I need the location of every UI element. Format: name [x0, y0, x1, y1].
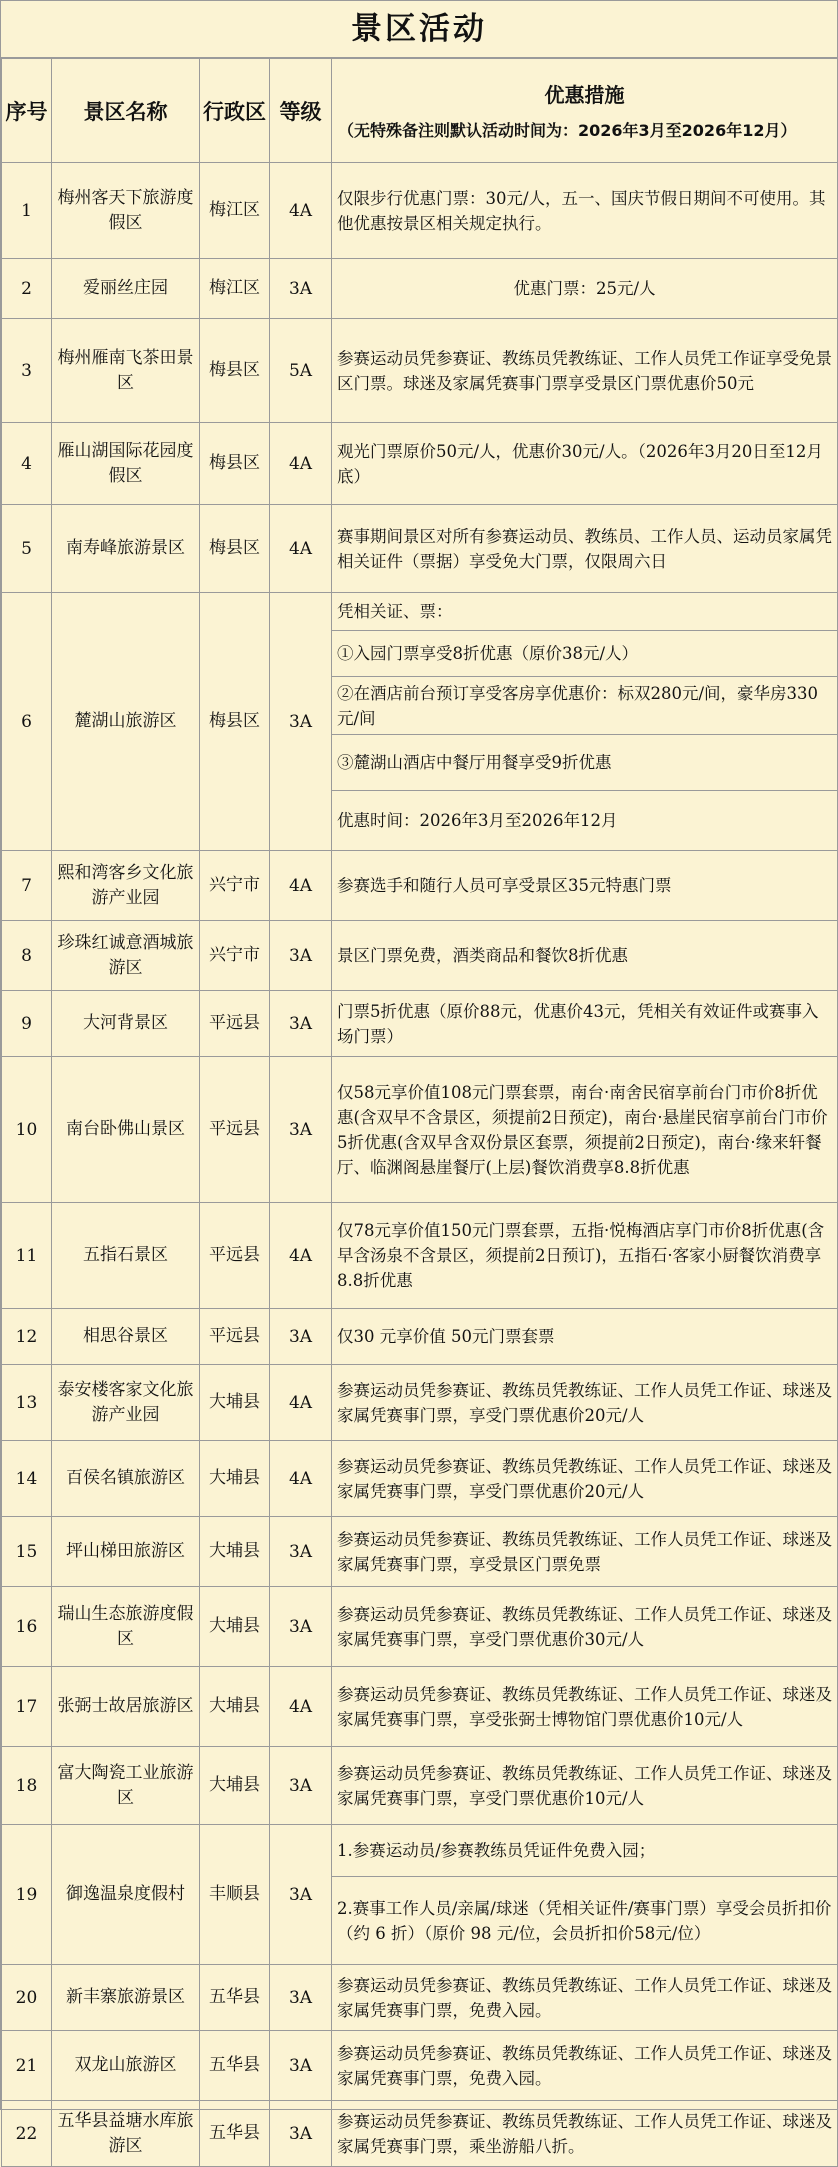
table-row [2, 259, 838, 319]
grade-badge: 3A [270, 259, 332, 319]
benefit-sub-item: 优惠时间：2026年3月至2026年12月 [332, 791, 838, 851]
grade-badge: 3A [270, 1309, 332, 1365]
benefit-text: 参赛运动员凭参赛证、教练员凭教练证、工作人员凭工作证、球迷及家属凭赛事门票，享受门票优惠价30元/人 [332, 1587, 838, 1667]
district: 平远县 [200, 1203, 270, 1309]
scenic-area-name: 新丰寨旅游景区 [52, 1965, 200, 2031]
scenic-area-name: 双龙山旅游区 [52, 2031, 200, 2101]
scenic-area-name: 爱丽丝庄园 [52, 259, 200, 319]
row-number: 3 [2, 319, 52, 423]
benefit-sub-item: 1.参赛运动员/参赛教练员凭证件免费入园； [332, 1825, 838, 1877]
table-row [2, 2031, 838, 2101]
grade-badge: 4A [270, 1667, 332, 1747]
row-number: 7 [2, 851, 52, 921]
activity-table [1, 58, 838, 2167]
table-row [2, 505, 838, 593]
row-number: 22 [2, 2101, 52, 2167]
benefit-text: 仅78元享价值150元门票套票，五指·悦梅酒店享门市价8折优惠(含早含汤泉不含景区，须提前2日预订)，五指石·客家小厨餐饮消费享8.8折优惠 [332, 1203, 838, 1309]
benefit-text: 赛事期间景区对所有参赛运动员、教练员、工作人员、运动员家属凭相关证件（票据）享受免大门票，仅限周六日 [332, 505, 838, 593]
scenic-area-name: 富大陶瓷工业旅游区 [52, 1747, 200, 1825]
benefit-text: 景区门票免费，酒类商品和餐饮8折优惠 [332, 921, 838, 991]
benefit-text: 参赛运动员凭参赛证、教练员凭教练证、工作人员凭工作证、球迷及家属凭赛事门票，免费入园。 [332, 2031, 838, 2101]
district: 丰顺县 [200, 1825, 270, 1965]
grade-badge: 4A [270, 163, 332, 259]
district: 梅县区 [200, 423, 270, 505]
benefit-sub-item: ②在酒店前台预订享受客房享优惠价：标双280元/间，豪华房330元/间 [332, 677, 838, 735]
grade-badge: 4A [270, 1441, 332, 1517]
scenic-area-name: 南台卧佛山景区 [52, 1057, 200, 1203]
benefit-text: 参赛运动员凭参赛证、教练员凭教练证、工作人员凭工作证、球迷及家属凭赛事门票，享受门票优惠价20元/人 [332, 1441, 838, 1517]
benefit-sub-item: 2.赛事工作人员/亲属/球迷（凭相关证件/赛事门票）享受会员折扣价（约 6 折）（原价 98 元/位，会员折扣价58元/位） [332, 1877, 838, 1965]
table-row [2, 2101, 838, 2167]
benefit-text: 参赛运动员凭参赛证、教练员凭教练证、工作人员凭工作证享受免景区门票。球迷及家属凭赛事门票享受景区门票优惠价50元 [332, 319, 838, 423]
grade-badge: 5A [270, 319, 332, 423]
col-header-no: 序号 [2, 59, 52, 163]
grade-badge: 4A [270, 1365, 332, 1441]
district: 大埔县 [200, 1365, 270, 1441]
scenic-area-name: 百侯名镇旅游区 [52, 1441, 200, 1517]
row-number: 6 [2, 593, 52, 851]
district: 平远县 [200, 1309, 270, 1365]
scenic-area-name: 梅州雁南飞茶田景区 [52, 319, 200, 423]
benefit-text: 参赛运动员凭参赛证、教练员凭教练证、工作人员凭工作证、球迷及家属凭赛事门票，享受景区门票免票 [332, 1517, 838, 1587]
benefit-text: 参赛运动员凭参赛证、教练员凭教练证、工作人员凭工作证、球迷及家属凭赛事门票，乘坐游船八折。 [332, 2101, 838, 2167]
scenic-area-name: 坪山梯田旅游区 [52, 1517, 200, 1587]
table-row [2, 1747, 838, 1825]
row-number: 2 [2, 259, 52, 319]
table-row [2, 1965, 838, 2031]
table-row [2, 991, 838, 1057]
grade-badge: 3A [270, 1587, 332, 1667]
district: 梅县区 [200, 319, 270, 423]
table-row [2, 1203, 838, 1309]
row-number: 11 [2, 1203, 52, 1309]
table-row [2, 1057, 838, 1203]
district: 五华县 [200, 2101, 270, 2167]
row-number: 15 [2, 1517, 52, 1587]
benefit-text: 仅限步行优惠门票：30元/人，五一、国庆节假日期间不可使用。其他优惠按景区相关规定执行。 [332, 163, 838, 259]
row-number: 19 [2, 1825, 52, 1965]
grade-badge: 4A [270, 1203, 332, 1309]
col-header-name: 景区名称 [52, 59, 200, 163]
table-row [2, 921, 838, 991]
row-number: 17 [2, 1667, 52, 1747]
row-number: 20 [2, 1965, 52, 2031]
grade-badge: 3A [270, 2101, 332, 2167]
grade-badge: 3A [270, 1825, 332, 1965]
table-row [2, 1365, 838, 1441]
district: 梅江区 [200, 163, 270, 259]
district: 兴宁市 [200, 851, 270, 921]
grade-badge: 3A [270, 1965, 332, 2031]
benefit-text: 参赛运动员凭参赛证、教练员凭教练证、工作人员凭工作证、球迷及家属凭赛事门票，享受门票优惠价20元/人 [332, 1365, 838, 1441]
benefit-sub-item: ③麓湖山酒店中餐厅用餐享受9折优惠 [332, 735, 838, 791]
table-row [2, 319, 838, 423]
table-body [2, 163, 838, 2167]
grade-badge: 4A [270, 505, 332, 593]
district: 梅江区 [200, 259, 270, 319]
grade-badge: 3A [270, 1747, 332, 1825]
grade-badge: 3A [270, 1057, 332, 1203]
benefit-sub-item: ①入园门票享受8折优惠（原价38元/人） [332, 631, 838, 677]
table-row [2, 1667, 838, 1747]
row-number: 5 [2, 505, 52, 593]
benefit-header-title: 优惠措施 [544, 83, 625, 107]
scenic-area-name: 雁山湖国际花园度假区 [52, 423, 200, 505]
table-row [2, 423, 838, 505]
grade-badge: 4A [270, 423, 332, 505]
scenic-area-name: 泰安楼客家文化旅游产业园 [52, 1365, 200, 1441]
district: 大埔县 [200, 1517, 270, 1587]
benefit-text: 门票5折优惠（原价88元，优惠价43元，凭相关有效证件或赛事入场门票） [332, 991, 838, 1057]
row-number: 21 [2, 2031, 52, 2101]
table-row [2, 593, 838, 631]
district: 梅县区 [200, 505, 270, 593]
benefit-text: 参赛运动员凭参赛证、教练员凭教练证、工作人员凭工作证、球迷及家属凭赛事门票，免费入园。 [332, 1965, 838, 2031]
table-row [2, 1587, 838, 1667]
district: 大埔县 [200, 1441, 270, 1517]
row-number: 8 [2, 921, 52, 991]
district: 兴宁市 [200, 921, 270, 991]
grade-badge: 4A [270, 851, 332, 921]
scenic-area-name: 张弼士故居旅游区 [52, 1667, 200, 1747]
table-row [2, 1825, 838, 1877]
col-header-district: 行政区 [200, 59, 270, 163]
scenic-area-name: 大河背景区 [52, 991, 200, 1057]
benefit-header-note: （无特殊备注则默认活动时间为：2026年3月至2026年12月） [338, 121, 797, 140]
benefit-text: 参赛运动员凭参赛证、教练员凭教练证、工作人员凭工作证、球迷及家属凭赛事门票，享受门票优惠价10元/人 [332, 1747, 838, 1825]
table-header [2, 59, 838, 163]
district: 五华县 [200, 1965, 270, 2031]
row-number: 9 [2, 991, 52, 1057]
benefit-text: 仅58元享价值108元门票套票，南台·南舍民宿享前台门市价8折优惠(含双早不含景区，须提前2日预定)，南台·悬崖民宿享前台门市价5折优惠(含双早含双份景区套票，须提前2日预定)，南台·缘来轩餐厅、临渊阁悬崖餐厅(上层)餐饮消费享8.8折优惠 [332, 1057, 838, 1203]
page-title: 景区活动 [1, 1, 837, 58]
scenic-area-name: 御逸温泉度假村 [52, 1825, 200, 1965]
district: 平远县 [200, 991, 270, 1057]
district: 大埔县 [200, 1667, 270, 1747]
table-row [2, 1441, 838, 1517]
benefit-text: 观光门票原价50元/人，优惠价30元/人。（2026年3月20日至12月底） [332, 423, 838, 505]
grade-badge: 3A [270, 991, 332, 1057]
row-number: 4 [2, 423, 52, 505]
scenic-area-name: 瑞山生态旅游度假区 [52, 1587, 200, 1667]
district: 五华县 [200, 2031, 270, 2101]
district: 平远县 [200, 1057, 270, 1203]
table-row [2, 851, 838, 921]
row-number: 16 [2, 1587, 52, 1667]
grade-badge: 3A [270, 2031, 332, 2101]
table-row [2, 1309, 838, 1365]
row-number: 12 [2, 1309, 52, 1365]
table-row [2, 163, 838, 259]
scenic-area-name: 相思谷景区 [52, 1309, 200, 1365]
benefit-text: 仅30 元享价值 50元门票套票 [332, 1309, 838, 1365]
district: 大埔县 [200, 1747, 270, 1825]
col-header-benefit [332, 59, 838, 163]
grade-badge: 3A [270, 593, 332, 851]
scenic-area-name: 珍珠红诚意酒城旅游区 [52, 921, 200, 991]
scenic-area-name: 南寿峰旅游景区 [52, 505, 200, 593]
scenic-area-name: 熙和湾客乡文化旅游产业园 [52, 851, 200, 921]
table-row [2, 1517, 838, 1587]
row-number: 14 [2, 1441, 52, 1517]
benefit-text: 参赛选手和随行人员可享受景区35元特惠门票 [332, 851, 838, 921]
grade-badge: 3A [270, 1517, 332, 1587]
grade-badge: 3A [270, 921, 332, 991]
benefit-sub-item: 凭相关证、票： [332, 593, 838, 631]
scenic-area-name: 麓湖山旅游区 [52, 593, 200, 851]
scenic-area-name: 五指石景区 [52, 1203, 200, 1309]
scenic-area-name: 五华县益塘水库旅游区 [52, 2101, 200, 2167]
district: 大埔县 [200, 1587, 270, 1667]
district: 梅县区 [200, 593, 270, 851]
row-number: 10 [2, 1057, 52, 1203]
col-header-grade: 等级 [270, 59, 332, 163]
scenic-area-name: 梅州客天下旅游度假区 [52, 163, 200, 259]
benefit-text: 优惠门票：25元/人 [332, 259, 838, 319]
row-number: 13 [2, 1365, 52, 1441]
row-number: 1 [2, 163, 52, 259]
benefit-text: 参赛运动员凭参赛证、教练员凭教练证、工作人员凭工作证、球迷及家属凭赛事门票，享受张弼士博物馆门票优惠价10元/人 [332, 1667, 838, 1747]
row-number: 18 [2, 1747, 52, 1825]
